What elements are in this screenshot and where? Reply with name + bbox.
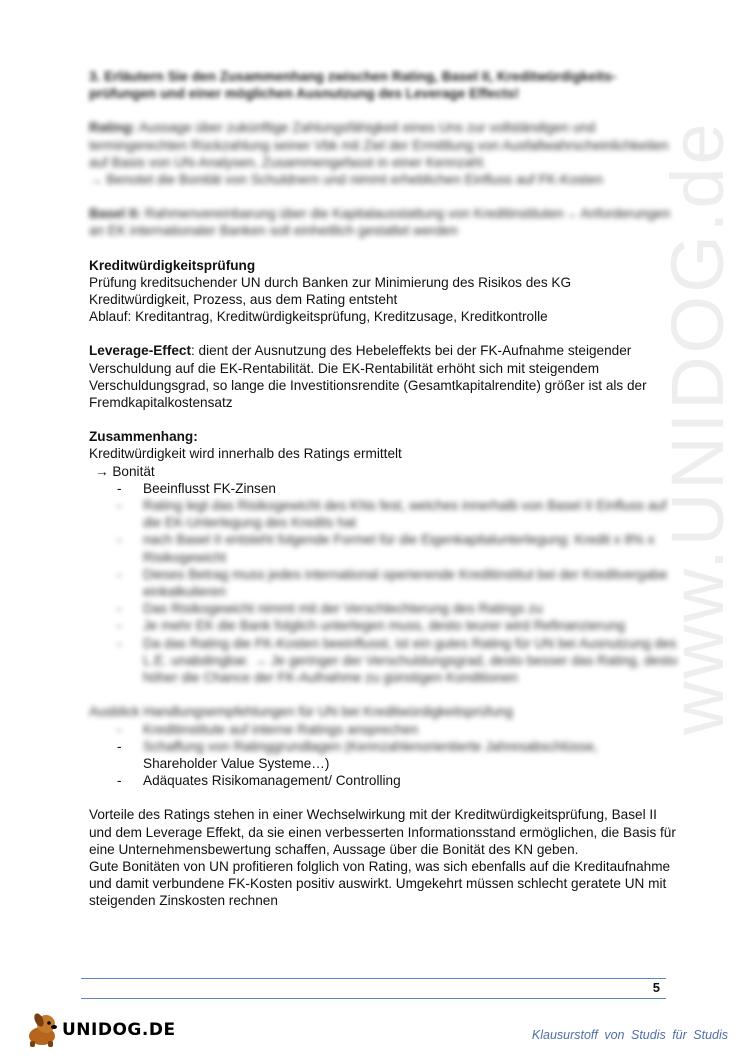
dog-icon	[22, 1012, 66, 1048]
watermark: www.UNIDOG.de	[656, 120, 739, 735]
list-item: - Kreditinstitute auf interne Ratings ansprechen	[89, 721, 679, 738]
list-item: - Rating legt das Risikogewicht des KNs fest, welches innerhalb von Basel II Einfluss auf die EK-Unterlegung des Kredits hat	[89, 497, 679, 531]
list-item: - Dieses Betrag muss jedes international operierende Kreditinstitut bei der Kreditvergabe einkalkulieren	[89, 566, 679, 600]
list-item: - Das Risikogewicht nimmt mit der Verschlechterung des Ratings zu	[89, 600, 679, 617]
rating-arrow-line: → Benotet die Bonität von Schuldnern und nimmt erheblichen Einfluss auf FK-Kosten	[89, 172, 603, 188]
basel-paragraph	[89, 205, 679, 239]
logo-text: UNIDOG.DE	[62, 1020, 176, 1040]
kw-line-1: Prüfung kreditsuchender UN durch Banken zur Minimierung des Risikos des KG	[89, 274, 572, 290]
leverage-text: : dient der Ausnutzung des Hebeleffekts bei der FK-Aufnahme steigender Verschuldung auf die EK-Rentabilität. Die EK-Rentabilität erhöht sich mit steigendem Verschuldungsgrad, so lange die Investitionsrendite (Gesamtkapitalrendite) größer ist als der Fremdkapitalkostensatz	[89, 343, 647, 411]
basel-label: Basel II:	[89, 206, 142, 222]
footer-rule	[81, 978, 666, 999]
basel-text: Rahmenvereinbarung über die Kapitalausstattung von Kreditinstituten→ Anforderungen an EK internationaler Banken soll einheitlich gestaltet werden	[89, 206, 671, 239]
rating-text: Aussage über zukünftige Zahlungsfähigkeit eines Uns zur vollständigen und termingerechten Rückzahlung seiner Vbk mit Ziel der Ermittlung von Ausfallwahrscheinlichkeiten auf Basis von UN-Analysen, Zusammengefasst in einer Kennzahl.	[89, 120, 669, 170]
kw-line-3: Ablauf: Kreditantrag, Kreditwürdigkeitsprüfung, Kreditzusage, Kreditkontrolle	[89, 309, 548, 325]
zusammenhang-arrow: → Bonität	[95, 463, 155, 479]
zusammenhang-line-1: Kreditwürdigkeit wird innerhalb des Ratings ermittelt	[89, 446, 402, 462]
leverage-label: Leverage-Effect	[89, 343, 191, 359]
page-content	[89, 68, 679, 910]
list-item: - Beeinflusst FK-Zinsen	[89, 480, 679, 497]
list-item: - Adäquates Risikomanagement/ Controlling	[89, 772, 679, 789]
ausblick-item-2-blurred: - Schaffung von Ratinggrundlagen (Kennzahlenorientierte Jahresabschlüsse,	[143, 738, 598, 754]
list-item: - nach Basel II entsteht folgende Formel für die Eigenkapitalunterlegung: Kredit x 8% x Risikogewicht	[89, 531, 679, 565]
unidog-logo	[22, 1012, 176, 1046]
list-item	[89, 738, 679, 772]
footer-tagline: Klausurstoff von Studis für Studis	[531, 1028, 728, 1042]
ausblick-heading: Ausblick Handlungsempfehlungen für UN bei Kreditwürdigkeitsprüfung	[89, 704, 513, 720]
kw-line-2: Kreditwürdigkeit, Prozess, aus dem Rating entsteht	[89, 292, 398, 308]
leverage-paragraph	[89, 342, 679, 411]
question-heading-line-1: 3. Erläutern Sie den Zusammenhang zwischen Rating, Basel II, Kreditwürdigkeits-	[89, 69, 617, 84]
ausblick-list	[89, 721, 679, 790]
page-number: 5	[652, 980, 660, 995]
ausblick-item-2-clear: Shareholder Value Systeme…)	[143, 755, 330, 771]
zusammenhang-heading: Zusammenhang:	[89, 429, 198, 445]
question-heading-line-2: prüfungen und einer möglichen Ausnutzung des Leverage Effects!	[89, 86, 520, 102]
zusammenhang-list	[89, 480, 679, 686]
kw-heading: Kreditwürdigkeitsprüfung	[89, 257, 256, 273]
list-item: - Da das Rating die FK-Kosten beeinflusst, ist ein gutes Rating für UN bei Ausnutzung des L.E. unabdingbar. → Je geringer der Verschuldungsgrad, desto besser das Rating, desto höher die Chance der FK-Aufnahme zu günstigen Konditionen	[89, 635, 679, 687]
question-heading	[89, 68, 679, 102]
vorteile-paragraph: Vorteile des Ratings stehen in einer Wechselwirkung mit der Kreditwürdigkeitsprüfung, Basel II und dem Leverage Effekt, da sie einen verbesserten Informationsstand ermöglichen, die Basis für eine Unternehmensbewertung schaffen, Aussage über die Bonität des KN geben.	[89, 807, 676, 857]
rating-label: Rating:	[89, 120, 136, 136]
rating-paragraph	[89, 119, 679, 188]
list-item: - Je mehr EK die Bank folglich unterlegen muss, desto teurer wird Refinanzierung	[89, 617, 679, 634]
gute-bonitaet-paragraph: Gute Bonitäten von UN profitieren folglich von Rating, was sich ebenfalls auf die Kreditaufnahme und damit verbundene FK-Kosten positiv auswirkt. Umgekehrt müssen schlecht geratete UN mit steigenden Zinskosten rechnen	[89, 858, 671, 909]
